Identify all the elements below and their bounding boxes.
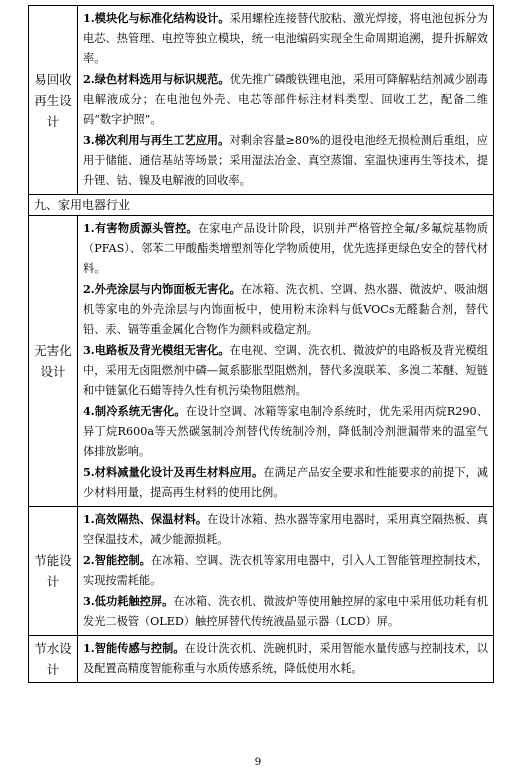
table-row-water [29,636,494,683]
list-item [83,340,488,401]
item-title: 1.模块化与标准化结构设计。 [83,11,230,25]
list-item [83,550,488,591]
item-text: 在设计冰箱、热水器等家用电器时，采用真空隔热板、真空保温技术，减少能源损耗。 [83,513,488,546]
content-cell [78,216,494,507]
category-cell: 节水设计 [29,636,78,683]
item-title: 1.高效隔热、保温材料。 [83,512,208,526]
item-text: 在冰箱、空调、洗衣机等家用电器中，引入人工智能管理控制技术，实现按需耗能。 [83,554,488,587]
item-text: 在电视、空调、洗衣机、微波炉的电路板及背光模组中，采用无卤阻燃剂中磷—氮系膨胀型阻燃剂，替代多溴联苯、多溴二苯醚、短链和中链氯化石蜡等持久性有机污染物阻燃剂。 [83,344,488,397]
list-item [83,401,488,462]
item-title: 4.制冷系统无害化。 [83,404,186,418]
category-cell: 易回收再生设计 [29,6,78,195]
item-text: 采用螺栓连接替代胶粘、激光焊接，将电池包拆分为电芯、热管理、电控等独立模块，统一电池编码实现全生命周期追溯，提升拆解效率。 [83,12,488,65]
list-item [83,638,488,679]
table-row-energy [29,507,494,636]
item-title: 2.智能控制。 [83,553,151,567]
list-item [83,130,488,191]
content-cell [78,507,494,636]
list-item [83,8,488,69]
list-item [83,509,488,550]
category-cell: 无害化设计 [29,216,78,507]
item-text: 在冰箱、洗衣机、微波炉等使用触控屏的家电中采用低功耗有机发光二极管（OLED）触控屏替代传统液晶显示器（LCD）屏。 [83,595,488,628]
item-title: 2.外壳涂层与内饰面板无害化。 [83,282,241,296]
table-row-section [29,195,494,216]
item-text: 在家电产品设计阶段，识别并严格管控全氟/多氟烷基物质（PFAS）、邻苯二甲酸酯类增塑剂等化学物质使用，优先选择更绿色安全的替代材料。 [83,222,488,275]
item-title: 3.梯次利用与再生工艺应用。 [83,133,230,147]
list-item [83,218,488,279]
item-title: 3.电路板及背光模组无害化。 [83,343,230,357]
item-title: 2.绿色材料选用与标识规范。 [83,72,230,86]
content-cell [78,636,494,683]
list-item [83,69,488,130]
item-text: 在设计洗衣机、洗碗机时，采用智能水量传感与控制技术，以及配置高精度智能称重与水质传感系统，降低使用水耗。 [83,642,488,675]
list-item [83,462,488,503]
item-title: 3.低功耗触控屏。 [83,594,174,608]
item-text: 在设计空调、冰箱等家电制冷系统时，优先采用丙烷R290、异丁烷R600a等天然碳氢制冷剂替代传统制冷剂，降低制冷剂泄漏带来的温室气体排放影响。 [83,405,489,458]
list-item [83,279,488,340]
section-heading: 九、家用电器行业 [29,195,494,216]
table-row-recycle [29,6,494,195]
item-title: 1.智能传感与控制。 [83,641,185,655]
item-text: 对剩余容量≥80%的退役电池经无损检测后重组，应用于储能、通信基站等场景；采用湿法冶金、真空蒸馏、室温快速再生等技术，提升锂、钴、镍及电解液的回收率。 [83,134,488,187]
item-text: 在满足产品安全要求和性能要求的前提下，减少材料用量，提高再生材料的使用比例。 [83,466,488,499]
standards-table [28,5,494,683]
content-cell [78,6,494,195]
category-cell: 节能设计 [29,507,78,636]
item-title: 1.有害物质源头管控。 [83,221,198,235]
list-item [83,591,488,632]
item-title: 5.材料减量化设计及再生材料应用。 [83,465,264,479]
item-text: 在冰箱、洗衣机、空调、热水器、微波炉、吸油烟机等家电的外壳涂层与内饰面板中，使用粉末涂料与低VOCs无醛黏合剂，替代铅、汞、镉等重金属化合物作为颜料或稳定剂。 [83,283,488,336]
table-row-hazard [29,216,494,507]
page-number: 9 [254,756,262,768]
item-text: 优先推广磷酸铁锂电池，采用可降解粘结剂减少剧毒电解液成分；在电池包外壳、电芯等部件标注材料类型、回收工艺，配备二维码“数字护照”。 [83,73,488,126]
